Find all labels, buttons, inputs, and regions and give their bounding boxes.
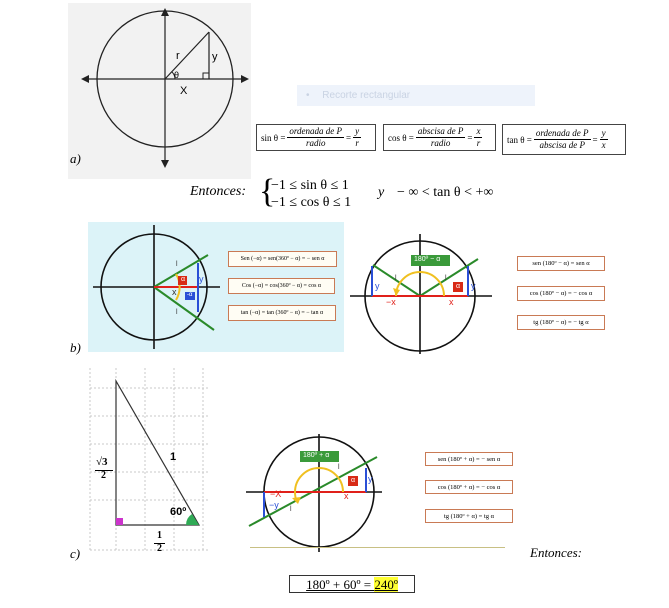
sqrt3-den: 2: [101, 470, 106, 481]
b-left-y: y: [199, 274, 204, 284]
final-lhs: 180º + 60º =: [306, 577, 375, 592]
c-alpha: α: [351, 477, 356, 484]
c-px: x: [344, 491, 349, 501]
cos-rnum: x: [476, 126, 481, 136]
sin-den: radio: [305, 138, 326, 148]
rule-sen-neg-alpha: Sen (−α) = sen(360º − α) = − sen α: [228, 251, 337, 267]
sin-num: ordenada de P: [289, 126, 343, 136]
rule-tan-neg-alpha: tan (−α) = tan (360º − α) = − tan α: [228, 305, 336, 321]
sin-lhs: sin θ =: [261, 132, 286, 143]
b-right-nx: −x: [386, 297, 396, 307]
tan-rnum: y: [601, 128, 606, 138]
tan-formula-box: tan θ = $\frac{\text{ordenada de P}}{\text{abscisa de P}}$ = $\frac{y}{x}$: [502, 124, 626, 155]
conjunction: y: [378, 185, 385, 200]
b-right-l2: l: [445, 275, 447, 282]
b-right-l1: l: [395, 275, 397, 282]
b-left-l2: l: [176, 309, 178, 316]
b-right-ny: y: [375, 281, 380, 291]
label-b: b): [70, 340, 81, 355]
tan-range: − ∞ < tan θ < +∞: [397, 185, 494, 200]
x-label: X: [180, 85, 188, 97]
angle-60-label: 60º: [170, 506, 187, 518]
label-c: c): [70, 546, 81, 561]
rule-cos-180-minus: cos (180º − α) = − cos α: [517, 286, 605, 301]
sin-rden: r: [355, 138, 359, 148]
tan-lhs: tan θ =: [507, 134, 532, 145]
cos-bound: −1 ≤ cos θ ≤ 1: [271, 195, 352, 210]
sin-rnum: y: [355, 126, 360, 136]
unit-circle-a: [68, 3, 251, 179]
b-right-px: x: [449, 297, 454, 307]
brace: {: [259, 173, 276, 210]
snip-label: Recorte rectangular: [322, 90, 411, 101]
theta-label: θ: [174, 70, 180, 80]
rule-cos-180-plus: cos (180º + α) = − cos α: [425, 480, 513, 494]
rule-tg-180-minus: tg (180º − α) = − tg α: [517, 315, 605, 330]
final-answer: 240º: [374, 577, 398, 592]
sin-bound: −1 ≤ sin θ ≤ 1: [271, 178, 349, 193]
c-ny: −y: [269, 500, 279, 510]
y-label: y: [212, 51, 218, 63]
tan-rden: x: [601, 140, 606, 150]
b-right-angle: 180º − α: [414, 256, 441, 263]
cos-formula-box: cos θ = $\frac{\text{abscisa de P}}{\text{radio}}$ = $\frac{x}{r}$: [383, 124, 496, 151]
cos-rden: r: [476, 138, 481, 148]
b-left-alpha: α: [181, 276, 186, 283]
olive-divider: [250, 547, 505, 548]
b-right-alpha: α: [456, 283, 461, 290]
sqrt3-num: √3: [96, 456, 108, 468]
sin-formula-box: sin θ = $\frac{\text{ordenada de P}}{\text{radio}}$ = $\frac{y}{r}$: [256, 124, 376, 151]
tan-num: ordenada de P: [535, 128, 589, 138]
radius-label: r: [176, 50, 180, 62]
unit-circle-180-minus-alpha: [350, 228, 496, 354]
label-a: a): [70, 151, 81, 166]
b-left-x: x: [172, 287, 177, 297]
b-right-py: y: [471, 281, 476, 291]
final-result-box: [289, 575, 415, 593]
half-num: 1: [157, 530, 162, 541]
rule-tg-180-plus: tg (180º + α) = tg α: [425, 509, 513, 523]
c-l1: l: [338, 464, 340, 471]
c-angle: 180º + α: [303, 452, 330, 459]
c-l2: l: [290, 506, 292, 513]
cos-lhs: cos θ =: [388, 132, 414, 143]
b-left-l1: l: [176, 261, 178, 268]
half-den: 2: [157, 543, 162, 554]
rule-sen-180-plus: sen (180º + α) = − sen α: [425, 452, 513, 466]
b-left-negalpha: -α: [187, 292, 193, 298]
hyp-label: 1: [170, 451, 177, 463]
rule-sen-180-minus: sen (180º − α) = sen α: [517, 256, 605, 271]
tan-den: abscisa de P: [539, 140, 585, 150]
rule-cos-neg-alpha: Cos (−α) = cos(360º − α) = cos α: [228, 278, 335, 294]
c-py: y: [368, 474, 373, 484]
snip-icon: •: [306, 90, 310, 101]
then-label-c: Entonces:: [530, 545, 582, 560]
c-nx: −X: [270, 489, 282, 499]
cos-num: abscisa de P: [417, 126, 464, 136]
cos-den: radio: [430, 138, 451, 148]
rectangular-snip-button[interactable]: [297, 85, 535, 106]
then-label-a: Entonces:: [190, 184, 246, 199]
